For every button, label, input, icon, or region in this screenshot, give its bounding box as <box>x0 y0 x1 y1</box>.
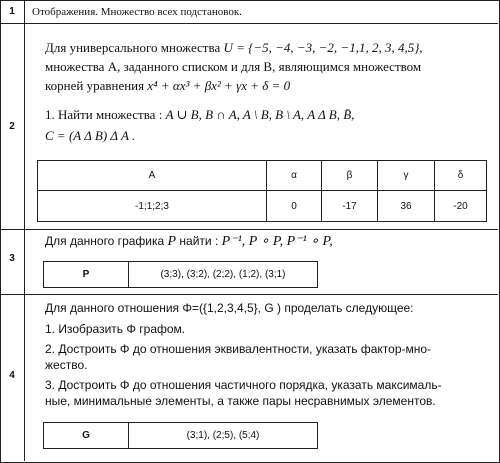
table-label-cell: P <box>44 262 129 288</box>
number-column <box>0 0 25 461</box>
task-3-text: найти : <box>176 234 222 248</box>
task-2-text: 1. Найти множества : <box>45 107 166 122</box>
table-header-cell: γ <box>378 161 435 191</box>
row-1-text: Отображения. Множество всех подстановок. <box>32 6 242 18</box>
task-3-graph-table <box>43 261 318 288</box>
universal-set-formula: U = {−5, −4, −3, −2, −1,1, 2, 3, 4,5}, <box>223 40 423 55</box>
task-2-line-5: C = (A Δ B) Δ A . <box>45 128 136 143</box>
table-value-cell: (3;3), (3;2), (2;2), (1;2), (3;1) <box>129 262 318 288</box>
task-2-line-4 <box>45 107 354 123</box>
task-4-relation-table <box>43 422 318 449</box>
task-4-item-3b: ные, минимальные элементы, а также пары несравнимых элементов. <box>45 394 436 408</box>
row-number: 4 <box>9 370 15 381</box>
row-divider <box>0 23 498 24</box>
task-2-text: Для универсального множества <box>45 40 224 55</box>
table-value-cell: -20 <box>435 191 487 222</box>
task-4-item-2a: 2. Достроить Φ до отношения эквивалентности, указать фактор-мно- <box>45 342 432 356</box>
table-value-cell: 36 <box>378 191 435 222</box>
task-4-line-1: Для данного отношения Φ=({1,2,3,4,5}, G ) проделать следующее: <box>45 301 414 315</box>
table-header-cell: α <box>267 161 322 191</box>
row-divider <box>0 294 498 295</box>
task-4-item-1: 1. Изобразить Φ графом. <box>45 322 186 336</box>
row-number: 3 <box>9 253 15 264</box>
task-2-line-2: множества A, заданного списком и для B, являющимся множеством <box>45 59 422 74</box>
task-2-text: корней уравнения <box>45 78 148 93</box>
graph-operations-formula: P⁻¹, P ∘ P, P⁻¹ ∘ P, <box>221 234 333 249</box>
table-header-cell: A <box>38 161 267 191</box>
row-number: 2 <box>9 121 15 132</box>
table-header-cell: β <box>322 161 378 191</box>
task-4-item-3a: 3. Достроить Φ до отношения частичного порядка, указать максималь- <box>45 378 442 392</box>
equation-formula: x⁴ + αx³ + βx² + γx + δ = 0 <box>147 78 291 93</box>
table-value-cell: -17 <box>322 191 378 222</box>
table-header-cell: δ <box>435 161 487 191</box>
task-4-item-2b: жество. <box>45 358 88 372</box>
table-label-cell: G <box>44 423 129 449</box>
row-number: 1 <box>9 6 15 17</box>
table-value-cell: (3;1), (2;5), (5;4) <box>129 423 318 449</box>
task-2-line-3 <box>45 78 290 94</box>
task-3-text: Для данного графика <box>45 234 168 248</box>
row-divider <box>0 229 498 230</box>
graph-name: P <box>167 234 177 249</box>
set-operations-formula: A ∪ B, B ∩ A, A \ B, B \ A, A Δ B, B̄, <box>165 107 355 122</box>
table-value-cell: 0 <box>267 191 322 222</box>
table-value-cell: -1;1;2;3 <box>38 191 267 222</box>
task-3-line-1 <box>45 233 333 250</box>
task-2-data-table <box>37 160 487 222</box>
task-2-line-1 <box>45 40 423 56</box>
